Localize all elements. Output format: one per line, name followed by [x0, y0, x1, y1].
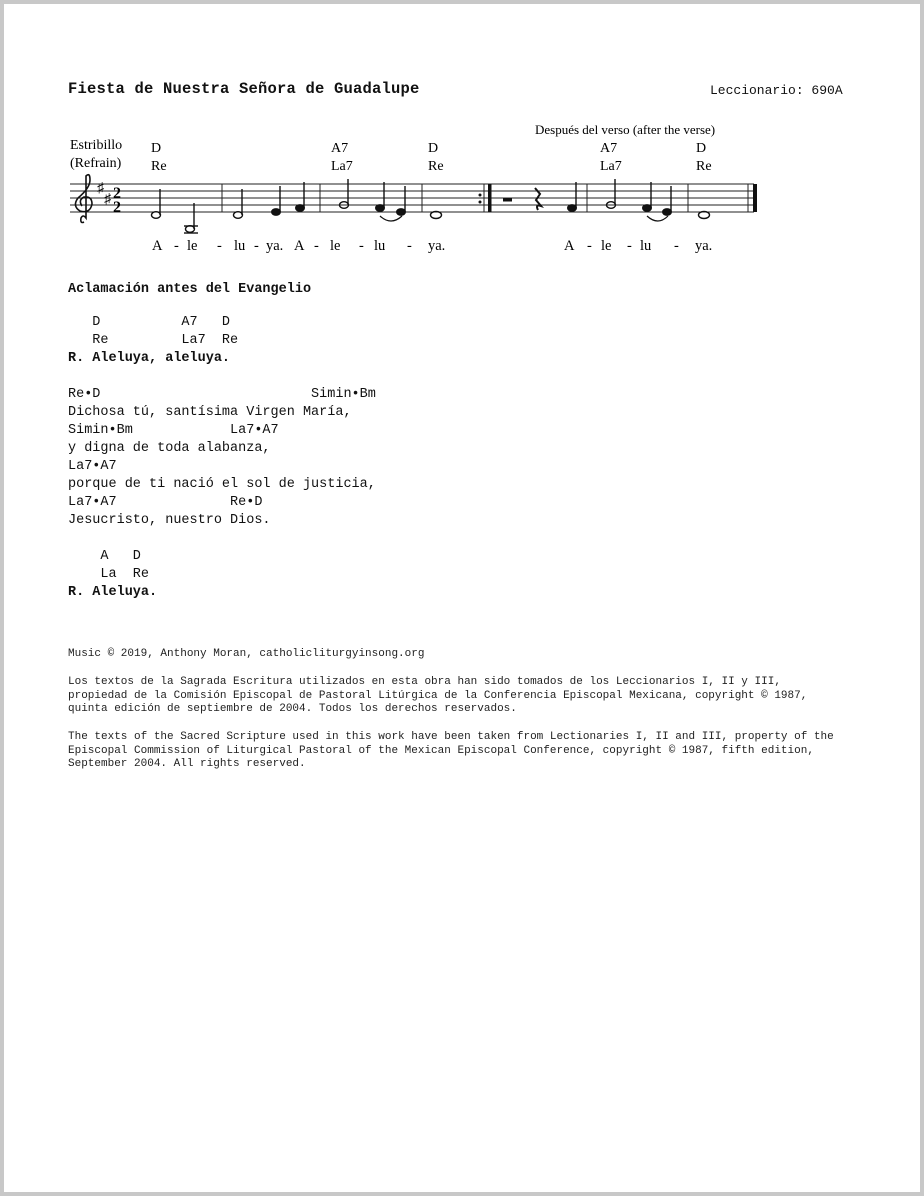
time-signature-bottom: 2	[113, 199, 121, 216]
svg-text:ya.: ya.	[695, 238, 713, 254]
chord-es: La7	[600, 159, 622, 174]
chord-es: Re	[428, 159, 444, 174]
svg-text:lu: lu	[374, 238, 386, 254]
refrain-label-2: (Refrain)	[70, 156, 122, 171]
chord-line: D A7 D	[68, 315, 231, 330]
svg-text:-: -	[314, 238, 319, 254]
response-text: R. Aleluya.	[68, 585, 158, 600]
lyrics	[152, 238, 712, 254]
svg-text:-: -	[407, 238, 412, 254]
notes	[152, 179, 710, 233]
chord-line: A D	[68, 549, 141, 564]
slur	[380, 216, 402, 221]
chord-es: Re	[696, 159, 712, 174]
music-credit: Music © 2019, Anthony Moran, catholicliturgyinsong.org	[68, 648, 425, 660]
chord-en: D	[428, 141, 439, 156]
svg-text:le: le	[330, 238, 341, 254]
svg-text:ya.: ya.	[428, 238, 446, 254]
time-signature-top: 2	[113, 185, 121, 202]
music-staff	[4, 114, 920, 264]
chord-en: D	[151, 141, 162, 156]
verse-chord-line: Simin•Bm La7•A7	[68, 423, 279, 438]
chord-line: La Re	[68, 567, 150, 582]
verse-chord-line: La7•A7 Re•D	[68, 495, 263, 510]
lectionary-number: Leccionario: 690A	[710, 83, 843, 98]
svg-text:-: -	[359, 238, 364, 254]
refrain-label-1: Estribillo	[70, 138, 123, 153]
svg-text:A: A	[564, 238, 575, 254]
english-copyright: The texts of the Sacred Scripture used in this work have been taken from Lectionaries I, II and III, property of the Episcopal Commission of Liturgical Pastoral of the Mexican Episcopal Conference, copyright © 1987, fifth edition, September 2004. All rights reserved.	[68, 731, 834, 771]
svg-text:lu: lu	[234, 238, 246, 254]
svg-text:-: -	[674, 238, 679, 254]
chord-es: Re	[151, 159, 167, 174]
chord-en: D	[696, 141, 707, 156]
page-title: Fiesta de Nuestra Señora de Guadalupe	[68, 80, 420, 98]
svg-text:-: -	[217, 238, 222, 254]
svg-text:ya.: ya.	[266, 238, 284, 254]
svg-text:lu: lu	[640, 238, 652, 254]
svg-text:A: A	[294, 238, 305, 254]
final-barline	[753, 184, 757, 212]
verse-text-line: Jesucristo, nuestro Dios.	[68, 513, 271, 528]
section-title: Aclamación antes del Evangelio	[68, 282, 312, 297]
sharp-icon: ♯	[97, 181, 104, 196]
verse-chord-line: Re•D Simin•Bm	[68, 387, 376, 402]
treble-clef-icon	[75, 175, 92, 223]
chord-en: A7	[600, 141, 618, 156]
svg-text:-: -	[174, 238, 179, 254]
verse-chord-line: La7•A7	[68, 459, 117, 474]
svg-text:le: le	[187, 238, 198, 254]
repeat-barline	[488, 184, 492, 212]
half-rest-icon	[503, 198, 512, 202]
chord-es: La7	[331, 159, 353, 174]
chord-en: A7	[331, 141, 349, 156]
verse-text-line: Dichosa tú, santísima Virgen María,	[68, 405, 352, 420]
svg-text:-: -	[254, 238, 259, 254]
response-text: R. Aleluya, aleluya.	[68, 351, 231, 366]
verse-label: Después del verso (after the verse)	[535, 122, 716, 137]
sharp-icon: ♯	[104, 192, 111, 207]
spanish-copyright: Los textos de la Sagrada Escritura utilizados en esta obra han sido tomados de los Leccionarios I, II y III, propiedad de la Comisión Episcopal de Pastoral Litúrgica de la Conferencia Episcopal Mexicana, copyright © 1987, quinta edición de septiembre de 2004. Todos los derechos reservados.	[68, 676, 808, 716]
svg-text:-: -	[587, 238, 592, 254]
slur	[647, 216, 668, 221]
verse-text-line: y digna de toda alabanza,	[68, 441, 271, 456]
svg-text:A: A	[152, 238, 163, 254]
svg-text:le: le	[601, 238, 612, 254]
verse-text-line: porque de ti nació el sol de justicia,	[68, 477, 376, 492]
svg-text:-: -	[627, 238, 632, 254]
chord-line: Re La7 Re	[68, 333, 239, 348]
